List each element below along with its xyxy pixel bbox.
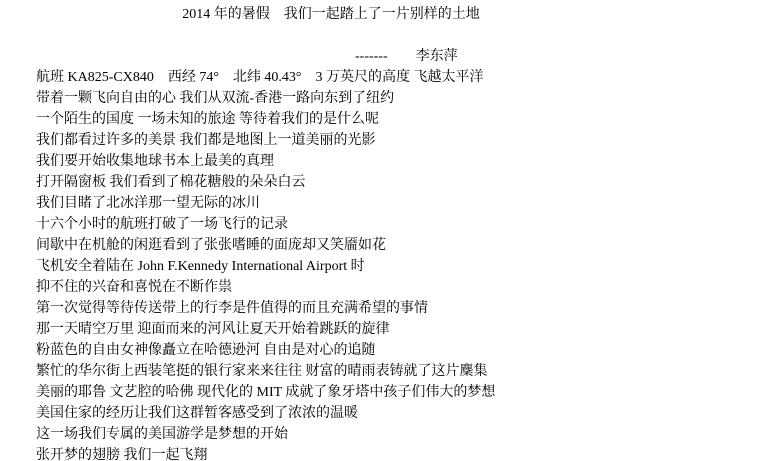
poem-line: 我们都看过许多的美景 我们都是地图上一道美丽的光影 [36, 133, 376, 148]
document-title: 2014 年的暑假 我们一起踏上了一片别样的土地 [182, 7, 480, 22]
poem-line: 美丽的耶鲁 文艺腔的哈佛 现代化的 MIT 成就了象牙塔中孩子们伟大的梦想 [36, 385, 496, 400]
poem-line: 带着一颗飞向自由的心 我们从双流-香港一路向东到了纽约 [36, 91, 395, 106]
poem-line: 繁忙的华尔街上西装笔挺的银行家来来往往 财富的晴雨表铸就了这片麇集 [36, 364, 488, 379]
poem-line: 十六个小时的航班打破了一场飞行的记录 [36, 217, 288, 232]
poem-line: 我们要开始收集地球书本上最美的真理 [36, 154, 274, 169]
poem-line: 张开梦的翅膀 我们一起飞翔 [36, 448, 208, 461]
poem-line: 这一场我们专属的美国游学是梦想的开始 [36, 427, 288, 442]
poem-line: 飞机安全着陆在 John F.Kennedy International Airport 时 [36, 259, 365, 274]
poem-line: 间歇中在机舱的闲逛看到了张张嗜睡的面庞却又笑靥如花 [36, 238, 386, 253]
poem-line: 我们目睹了北冰洋那一望无际的冰川 [36, 196, 260, 211]
poem-line: 第一次觉得等待传送带上的行李是件值得的而且充满希望的事情 [36, 301, 428, 316]
blank-line [36, 25, 764, 46]
poem-body [36, 67, 764, 461]
poem-line: 美国住家的经历让我们这群暂客感受到了浓浓的温暖 [36, 406, 358, 421]
poem-line: 打开隔窗板 我们看到了棉花糖般的朵朵白云 [36, 175, 306, 190]
poem-line: 那一天晴空万里 迎面而来的河风让夏天开始着跳跃的旋律 [36, 322, 390, 337]
poem-line: 抑不住的兴奋和喜悦在不断作祟 [36, 280, 232, 295]
poem-line: 航班 KA825-CX840 西经 74° 北纬 40.43° 3 万英尺的高度 飞越太平洋 [36, 70, 484, 85]
poem-line: 粉蓝色的自由女神像矗立在哈德逊河 自由是对心的追随 [36, 343, 376, 358]
poem-line: 一个陌生的国度 一场未知的旅途 等待着我们的是什么呢 [36, 112, 379, 127]
author-attribution: ------- 李东萍 [355, 49, 458, 64]
